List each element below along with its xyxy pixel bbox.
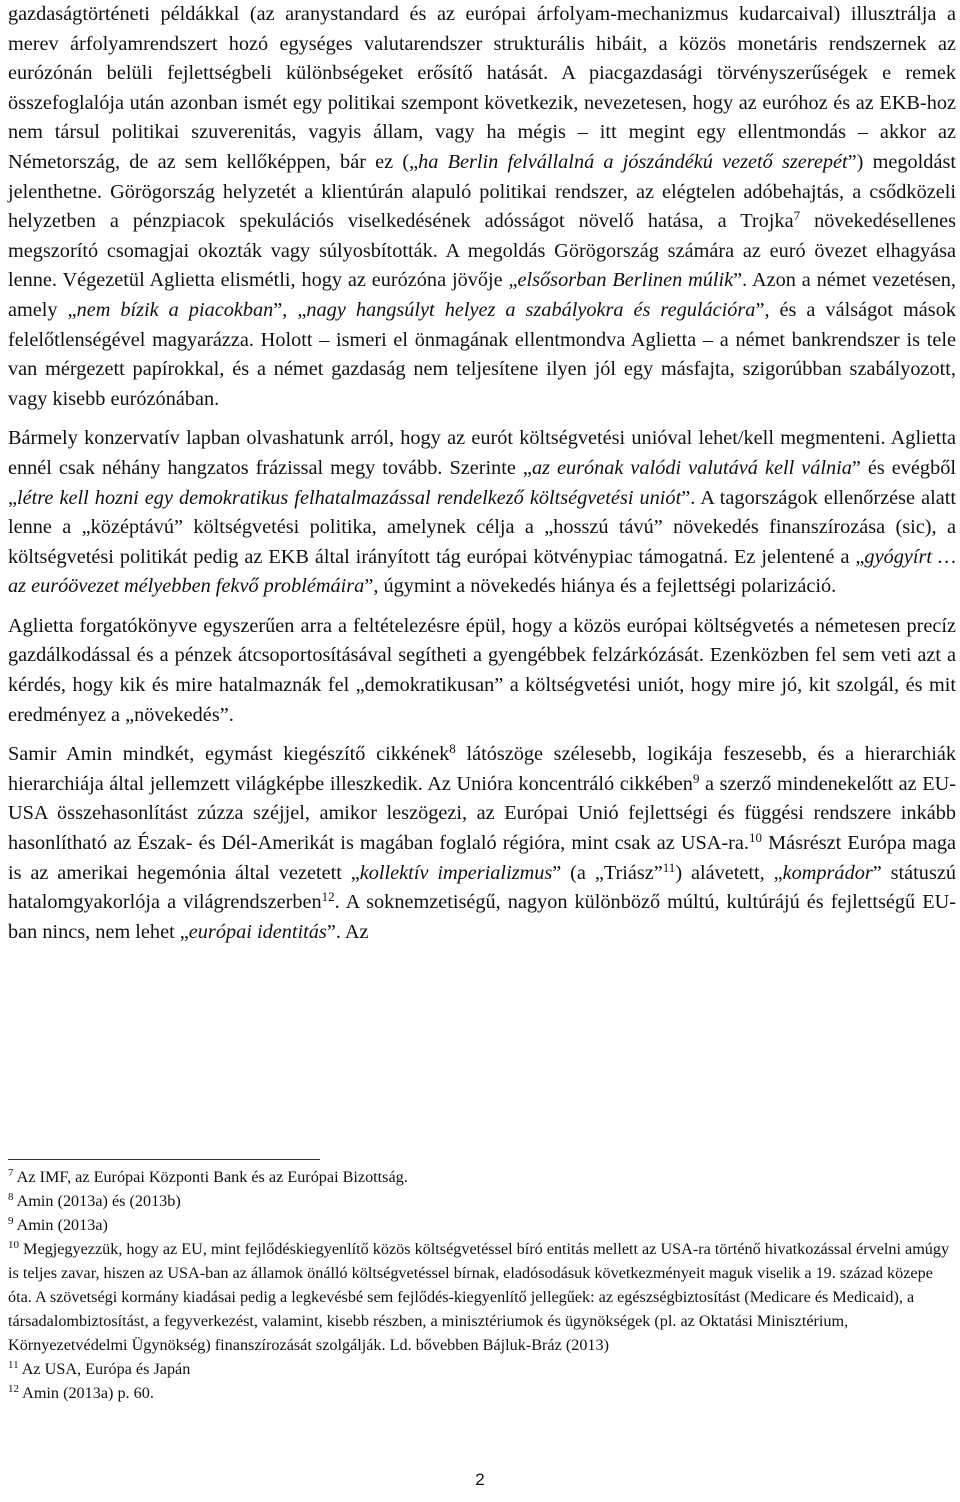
footnote-12 bbox=[8, 1381, 956, 1405]
footnote-number: 8 bbox=[8, 1191, 14, 1203]
text-run: a szerző mindenekelőtt az EU-USA összehasonlítást zúzza széjjel, amikor leszögezi, az Európai Unió fejlettségi és függési rendszere inkább hasonlítható az Észak- és Dél-Amerikát is magában foglaló régióra, mint csak az USA-ra. bbox=[8, 772, 956, 855]
footnote-text: Az USA, Európa és Japán bbox=[18, 1360, 191, 1378]
footnote-ref-8[interactable]: 8 bbox=[449, 741, 456, 757]
footnote-number: 12 bbox=[8, 1383, 19, 1395]
text-run: ”, és a válságot mások felelőtlenségével magyarázza. Holott – ismeri el önmagának ellentmondva Aglietta – a német bankrendszer is tele van mérgezett papírokkal, és a német gazdaság nem teljesítene ilyen jól egy másfajta, szigorúbban szabályozott, vagy kisebb eurózónában. bbox=[8, 298, 956, 410]
text-run: ”. A tagországok ellenőrzése alatt lenne a „középtávú” költségvetési politika, amelynek célja a „hosszú távú” növekedés finanszírozása (sic), a költségvetési politikát pedig az EKB által irányított tág európai kötvénypiac támogatná. Ez jelentené a „ bbox=[8, 486, 957, 568]
italic-quote: európai identitás bbox=[188, 920, 327, 943]
footnote-number: 7 bbox=[8, 1167, 14, 1179]
italic-quote: komprádor bbox=[782, 861, 873, 884]
paragraph-3 bbox=[8, 612, 956, 730]
paragraph-2 bbox=[8, 424, 956, 602]
text-run: ”. Azon a német vezetésen, amely „ bbox=[8, 269, 956, 321]
italic-quote: gyógyírt … az euróövezet mélyebben fekvő problémáira bbox=[8, 545, 956, 598]
footnote-number: 11 bbox=[8, 1359, 19, 1371]
italic-quote: kollektív imperializmus bbox=[359, 861, 553, 884]
text-run: ” (a „Triász” bbox=[552, 861, 663, 884]
footnote-11 bbox=[8, 1357, 956, 1381]
text-run: ”, úgymint a növekedés hiánya és a fejlettségi polarizáció. bbox=[364, 575, 837, 598]
footnote-ref-10[interactable]: 10 bbox=[749, 830, 763, 846]
text-run: ) alávetett, „ bbox=[675, 861, 783, 884]
footnote-separator bbox=[8, 1159, 320, 1160]
italic-quote: elsősorban Berlinen múlik bbox=[517, 269, 734, 292]
text-run: ”, „ bbox=[273, 298, 307, 321]
footnote-ref-7[interactable]: 7 bbox=[793, 208, 801, 224]
text-run: . A soknemzetiségű, nagyon különböző múltú, kultúrájú és fejlettségű EU-ban nincs, nem lehet „ bbox=[8, 891, 956, 943]
italic-quote: nagy hangsúlyt helyez a szabályokra és regulációra bbox=[306, 298, 756, 321]
footnote-number: 9 bbox=[8, 1215, 14, 1227]
footnote-number: 10 bbox=[8, 1239, 19, 1251]
text-run: ”) megoldást jelenthetne. Görögország helyzetét a klientúrán alapuló politikai rendszer, az elégtelen adóbehajtás, a csődközeli helyzetben a pénzpiacok spekulációs viselkedésének adósságot növelő hatása, a Trojka bbox=[8, 150, 956, 233]
footnote-text: Az IMF, az Európai Központi Bank és az Európai Bizottság. bbox=[13, 1168, 408, 1186]
text-run: Másrészt Európa maga is az amerikai hegemónia által vezetett „ bbox=[8, 832, 956, 884]
text-run: ”. Az bbox=[326, 920, 369, 943]
text-run: növekedésellenes megszorító csomagjai okozták vagy súlyosbították. A megoldás Görögország számára az euró övezet elhagyása lenne. Végezetül Aglietta elismétli, hogy az eurózóna jövője „ bbox=[8, 210, 956, 292]
footnote-text: Megjegyezzük, hogy az EU, mint fejlődéskiegyenlítő közös költségvetéssel bíró entitás mellett az USA-ra történő hivatkozással érvelni amúgy is teljes zavar, hiszen az USA-ban az államok önálló költségvetéssel bírnak, eladósodásuk következményeit maguk viselik a 19. század közepe óta. A szövetségi kormány kiadásai pedig a legkevésbé sem fejlődés-kiegyenlítő jellegűek: az egészségbiztosítást (Medicare és Medicaid), a társadalombiztosítást, a fegyverkezést, valamint, kisebb részben, a minisztériumok és ügynökségek (pl. az Oktatási Minisztérium, Környezetvédelmi Ügynökség) finanszírozását szolgálják. Ld. bővebben Bájluk-Bráz (2013) bbox=[8, 1240, 950, 1354]
text-run: Bármely konzervatív lapban olvashatunk arról, hogy az eurót költségvetési unióval lehet/kell megmenteni. Aglietta ennél csak néhány hangzatos frázissal megy tovább. Szerinte „ bbox=[8, 427, 956, 479]
italic-quote: nem bízik a piacokban bbox=[76, 298, 274, 321]
footnote-ref-9[interactable]: 9 bbox=[692, 770, 700, 786]
text-run: látószöge szélesebb, logikája feszesebb, és a hierarchiák hierarchiája által jellemzett világképbe illeszkedik. Az Unióra koncentráló cikkében bbox=[8, 743, 956, 795]
text-run: Samir Amin mindkét, egymást kiegészítő cikkének bbox=[8, 743, 450, 766]
page-number: 2 bbox=[475, 1470, 485, 1489]
footnote-text: Amin (2013a) és (2013b) bbox=[13, 1192, 181, 1210]
footnote-text: Amin (2013a) bbox=[13, 1216, 108, 1234]
footnote-9 bbox=[8, 1213, 956, 1237]
text-run: ” és evégből „ bbox=[8, 456, 956, 509]
paragraph-1 bbox=[8, 0, 956, 414]
footnotes bbox=[8, 1165, 956, 1405]
footnote-ref-11[interactable]: 11 bbox=[662, 859, 676, 875]
text-run: ” státuszú hatalomgyakorlója a világrendszerben bbox=[8, 861, 956, 914]
footnote-7 bbox=[8, 1165, 956, 1189]
footnote-10 bbox=[8, 1237, 956, 1357]
text-run: Aglietta forgatókönyve egyszerűen arra a feltételezésre épül, hogy a közös európai költségvetés a németesen precíz gazdálkodással és a pénzek átcsoportosításával segítheti a gyengébbek felzárkózását. Ezenközben fel sem veti azt a kérdés, hogy kik és mire hatalmaznák fel „demokratikusan” a költségvetési uniót, hogy mire jó, kit szolgál, és mit eredményez a „növekedés”. bbox=[8, 614, 956, 726]
italic-quote: az eurónak valódi valutává kell válnia bbox=[531, 456, 852, 479]
text-run: gazdaságtörténeti példákkal (az aranystandard és az európai árfolyam-mechanizmus kudarcaival) illusztrálja a merev árfolyamrendszert hozó egységes valutarendszer strukturális hibáit, a közös monetáris rendszernek az eurózónán belüli fejlettségbeli különbségeket erősítő hatását. A piacgazdasági törvényszerűségek e remek összefoglalója után azonban ismét egy politikai szempont következik, nevezetesen, hogy az euróhoz és az EKB-hoz nem társul politikai szuverenitás, vagyis állam, vagy ha mégis – itt megint egy ellentmondás – akkor az Németország, de az sem kellőképpen, bár ez („ bbox=[8, 3, 956, 173]
italic-quote: létre kell hozni egy demokratikus felhatalmazással rendelkező költségvetési uniót bbox=[17, 486, 682, 509]
page-body bbox=[8, 0, 956, 947]
italic-quote: ha Berlin felvállalná a jószándékú vezető szerepét bbox=[418, 150, 848, 173]
footnote-ref-12[interactable]: 12 bbox=[321, 889, 335, 905]
footnote-8 bbox=[8, 1189, 956, 1213]
paragraph-4 bbox=[8, 740, 956, 947]
footnote-text: Amin (2013a) p. 60. bbox=[19, 1384, 154, 1402]
